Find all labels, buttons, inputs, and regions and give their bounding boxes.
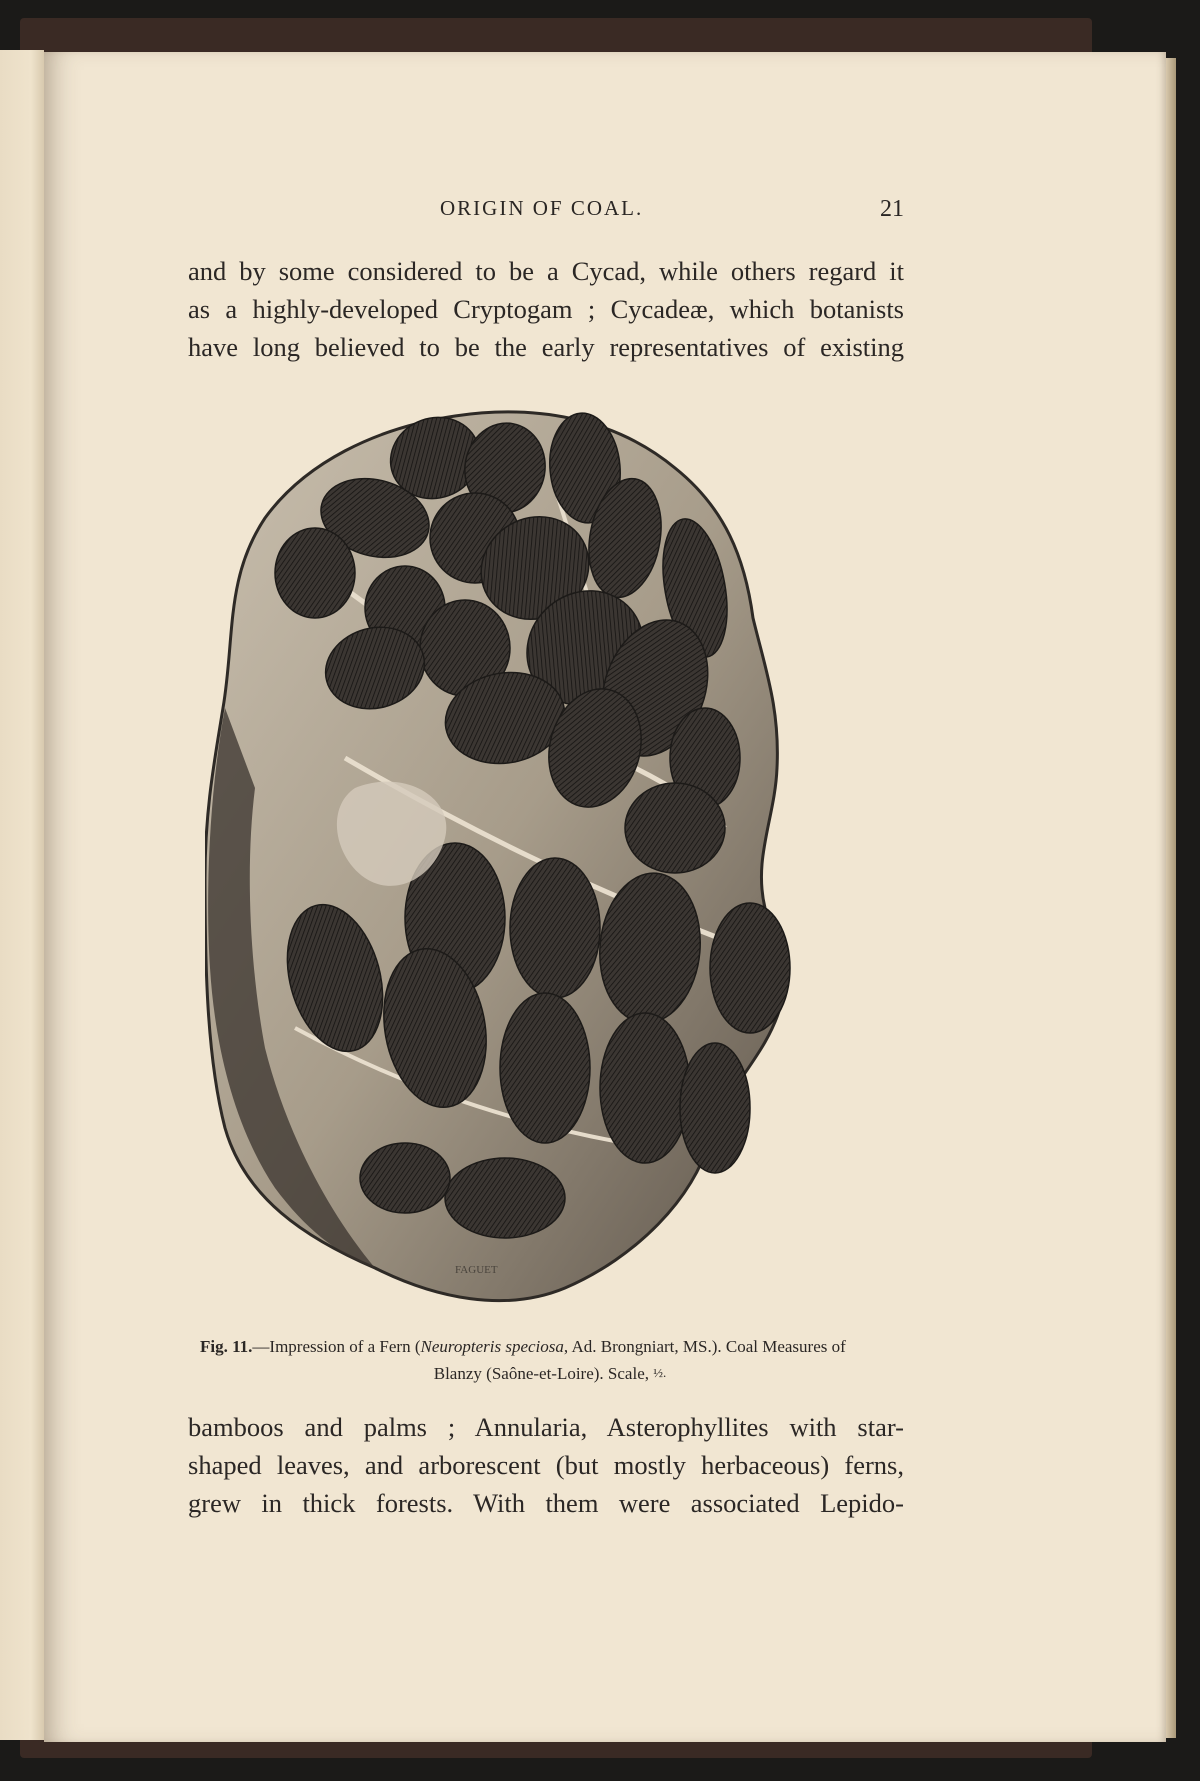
- text-line: as a highly-developed Cryptogam ; Cycadeæ, which botanists: [188, 294, 904, 324]
- text-line: shaped leaves, and arborescent (but mostly herbaceous) ferns,: [188, 1450, 904, 1480]
- caption-line-1: [200, 1334, 900, 1360]
- paragraph-top: [188, 252, 904, 366]
- caption-text: , Ad. Brongniart, MS.). Coal Measures of: [563, 1337, 846, 1356]
- fern-fossil-engraving: [205, 408, 885, 1308]
- text-line: bamboos and palms ; Annularia, Asterophyllites with star-: [188, 1412, 904, 1442]
- running-title: ORIGIN OF COAL.: [440, 196, 644, 220]
- caption-text: Blanzy (Saône-et-Loire). Scale,: [433, 1364, 649, 1383]
- engraver-signature: FAGUET: [455, 1264, 498, 1276]
- scale-value: ½.: [653, 1365, 667, 1380]
- paragraph-bottom: [188, 1408, 904, 1522]
- figure-label: Fig. 11.: [200, 1337, 253, 1356]
- species-name: Neuropteris speciosa: [420, 1337, 564, 1356]
- text-line: grew in thick forests. With them were associated Lepido-: [188, 1488, 904, 1518]
- fossil-illustration: [205, 408, 885, 1308]
- page-fore-edge: [1166, 58, 1176, 1738]
- page-header: [184, 196, 904, 236]
- text-line: and by some considered to be a Cycad, while others regard it: [188, 256, 904, 286]
- text-line: have long believed to be the early representatives of existing: [188, 332, 904, 362]
- caption-line-2: [200, 1360, 900, 1387]
- figure-caption: [200, 1334, 900, 1387]
- page-number: 21: [880, 196, 904, 222]
- caption-text: —Impression of a Fern (: [252, 1337, 421, 1356]
- facing-page-edge: [0, 50, 44, 1740]
